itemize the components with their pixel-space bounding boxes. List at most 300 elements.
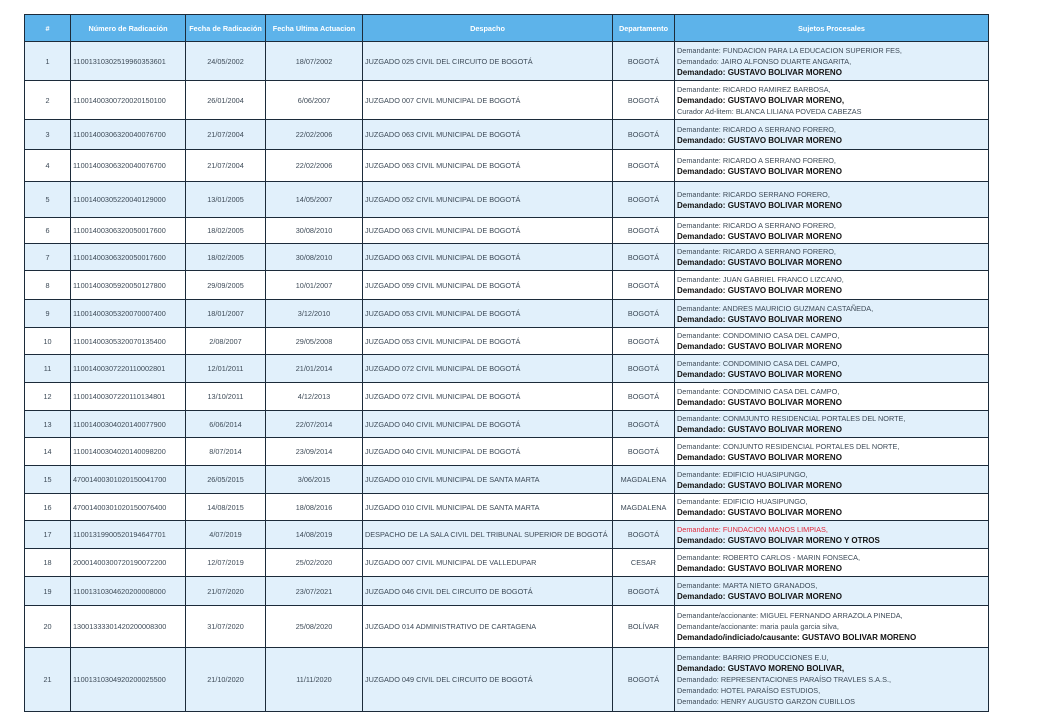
header-sujetos: Sujetos Procesales	[675, 15, 989, 42]
sujeto-line	[677, 358, 986, 369]
sujeto-line	[677, 341, 986, 352]
sujeto-name: maria paula garcia silva,	[760, 622, 839, 631]
fecha-ultima-cell: 25/02/2020	[266, 549, 363, 577]
table-row	[25, 494, 989, 521]
sujeto-line	[677, 314, 986, 325]
departamento-cell: BOGOTÁ	[613, 271, 675, 300]
header-fecha-ultima: Fecha Ultima Actuacion	[266, 15, 363, 42]
radicacion-cell: 11001310304620200008000	[71, 577, 186, 606]
radicacion-cell: 11001310302519960353601	[71, 42, 186, 81]
despacho-cell: JUZGADO 063 CIVIL MUNICIPAL DE BOGOTÁ	[363, 218, 613, 244]
radicacion-cell: 11001400307220110002801	[71, 355, 186, 383]
sujeto-name: GUSTAVO BOLIVAR MORENO	[727, 480, 842, 490]
sujeto-role: Curador Ad-litem:	[677, 106, 734, 116]
despacho-cell: JUZGADO 007 CIVIL MUNICIPAL DE VALLEDUPAR	[363, 549, 613, 577]
sujeto-line	[677, 441, 986, 452]
sujeto-name: GUSTAVO BOLIVAR MORENO	[727, 425, 842, 434]
departamento-cell: BOLÍVAR	[613, 606, 675, 648]
sujetos-cell	[675, 355, 989, 383]
fecha-ultima-cell: 3/06/2015	[266, 466, 363, 494]
fecha-ultima-cell: 22/07/2014	[266, 411, 363, 438]
sujetos-cell	[675, 549, 989, 577]
table-row	[25, 150, 989, 182]
sujeto-role: Demandado:	[677, 686, 719, 695]
table-row	[25, 244, 989, 271]
sujeto-role: Demandado/indiciado/causante:	[677, 633, 800, 642]
row-number: 4	[25, 150, 71, 182]
radicacion-cell: 11001400300720020150100	[71, 81, 186, 120]
departamento-cell: BOGOTÁ	[613, 328, 675, 355]
despacho-cell: JUZGADO 072 CIVIL MUNICIPAL DE BOGOTÁ	[363, 383, 613, 411]
sujeto-line	[677, 552, 986, 563]
sujeto-name: GUSTAVO BOLIVAR MORENO	[727, 508, 842, 517]
fecha-ultima-cell: 22/02/2006	[266, 120, 363, 150]
despacho-cell: JUZGADO 072 CIVIL MUNICIPAL DE BOGOTÁ	[363, 355, 613, 383]
radicacion-cell: 11001400304020140077900	[71, 411, 186, 438]
radicacion-cell: 11001400307220110134801	[71, 383, 186, 411]
sujeto-name: JAIRO ALFONSO DUARTE ANGARITA,	[720, 56, 852, 66]
sujetos-cell	[675, 81, 989, 120]
fecha-radicacion-cell: 13/10/2011	[186, 383, 266, 411]
sujetos-cell	[675, 383, 989, 411]
sujeto-role: Demandante:	[677, 552, 721, 562]
sujeto-line	[677, 189, 986, 200]
sujeto-role: Demandado:	[677, 67, 726, 77]
header-radicacion: Número de Radicación	[71, 15, 186, 42]
departamento-cell: BOGOTÁ	[613, 438, 675, 466]
sujeto-name: GUSTAVO BOLIVAR MORENO	[727, 592, 842, 601]
fecha-radicacion-cell: 6/06/2014	[186, 411, 266, 438]
sujeto-line	[677, 480, 986, 491]
sujeto-line	[677, 106, 986, 117]
despacho-cell: JUZGADO 052 CIVIL MUNICIPAL DE BOGOTÁ	[363, 182, 613, 218]
sujeto-line	[677, 84, 986, 95]
processes-table	[24, 14, 989, 712]
sujeto-role: Demandado:	[677, 56, 719, 66]
sujeto-name: CONDOMINIO CASA DEL CAMPO,	[722, 358, 840, 368]
row-number: 7	[25, 244, 71, 271]
sujeto-role: Demandado:	[677, 200, 726, 210]
sujeto-name: GUSTAVO BOLIVAR MORENO	[727, 231, 842, 241]
sujeto-name: GUSTAVO BOLIVAR MORENO	[727, 135, 842, 145]
row-number: 5	[25, 182, 71, 218]
row-number: 6	[25, 218, 71, 244]
sujeto-role: Demandado:	[677, 480, 726, 490]
sujeto-line	[677, 67, 986, 78]
row-number: 18	[25, 549, 71, 577]
table-header-row	[25, 15, 989, 42]
sujeto-role: Demandante:	[677, 331, 721, 340]
despacho-cell: JUZGADO 063 CIVIL MUNICIPAL DE BOGOTÁ	[363, 150, 613, 182]
departamento-cell: MAGDALENA	[613, 494, 675, 521]
radicacion-cell: 13001333301420200008300	[71, 606, 186, 648]
row-number: 13	[25, 411, 71, 438]
table-body	[25, 42, 989, 712]
sujeto-line	[677, 591, 986, 602]
sujeto-line	[677, 496, 986, 507]
fecha-radicacion-cell: 18/02/2005	[186, 218, 266, 244]
sujeto-role: Demandado:	[677, 95, 726, 105]
fecha-ultima-cell: 25/08/2020	[266, 606, 363, 648]
table-row	[25, 271, 989, 300]
sujeto-name: GUSTAVO BOLIVAR MORENO	[727, 258, 842, 267]
sujeto-name: GUSTAVO BOLIVAR MORENO	[801, 633, 917, 642]
fecha-ultima-cell: 22/02/2006	[266, 150, 363, 182]
sujetos-cell	[675, 218, 989, 244]
sujeto-name: GUSTAVO BOLIVAR MORENO	[727, 342, 842, 351]
table-row	[25, 120, 989, 150]
sujetos-cell	[675, 328, 989, 355]
sujetos-cell	[675, 438, 989, 466]
despacho-cell: JUZGADO 040 CIVIL MUNICIPAL DE BOGOTÁ	[363, 438, 613, 466]
sujetos-cell	[675, 577, 989, 606]
sujeto-name: HOTEL PARAÍSO ESTUDIOS,	[720, 686, 821, 695]
sujeto-name: REPRESENTACIONES PARAÍSO TRAVLES S.A.S.,	[720, 675, 892, 684]
departamento-cell: MAGDALENA	[613, 466, 675, 494]
sujeto-line	[677, 685, 986, 696]
sujeto-line	[677, 413, 986, 424]
sujetos-cell	[675, 271, 989, 300]
sujeto-line	[677, 663, 986, 674]
sujeto-name: HENRY AUGUSTO GARZON CUBILLOS	[720, 697, 856, 706]
fecha-radicacion-cell: 8/07/2014	[186, 438, 266, 466]
sujeto-role: Demandante:	[677, 653, 721, 662]
sujeto-line	[677, 696, 986, 707]
fecha-ultima-cell: 30/08/2010	[266, 218, 363, 244]
table-row	[25, 383, 989, 411]
sujeto-role: Demandado:	[677, 675, 719, 684]
row-number: 14	[25, 438, 71, 466]
sujeto-role: Demandante:	[677, 189, 721, 199]
sujeto-role: Demandante:	[677, 386, 721, 396]
sujeto-role: Demandado:	[677, 166, 726, 176]
sujeto-line	[677, 166, 986, 177]
radicacion-cell: 11001400306320040076700	[71, 150, 186, 182]
fecha-ultima-cell: 4/12/2013	[266, 383, 363, 411]
sujeto-role: Demandante:	[677, 469, 721, 479]
despacho-cell: JUZGADO 053 CIVIL MUNICIPAL DE BOGOTÁ	[363, 328, 613, 355]
sujeto-role: Demandante:	[677, 358, 721, 368]
table-row	[25, 355, 989, 383]
table-row	[25, 577, 989, 606]
sujeto-name: RICARDO A SERRANO FORERO,	[722, 220, 836, 230]
sujeto-line	[677, 369, 986, 380]
sujeto-name: BARRIO PRODUCCIONES E.U,	[722, 653, 829, 662]
table-row	[25, 182, 989, 218]
fecha-radicacion-cell: 21/07/2020	[186, 577, 266, 606]
sujeto-name: RICARDO A SERRANO FORERO,	[722, 247, 836, 256]
fecha-radicacion-cell: 12/07/2019	[186, 549, 266, 577]
sujeto-line	[677, 95, 986, 106]
fecha-radicacion-cell: 2/08/2007	[186, 328, 266, 355]
radicacion-cell: 47001400301020150041700	[71, 466, 186, 494]
fecha-radicacion-cell: 18/01/2007	[186, 300, 266, 328]
radicacion-cell: 11001400306320050017600	[71, 244, 186, 271]
sujeto-line	[677, 580, 986, 591]
sujeto-name: JUAN GABRIEL FRANCO LIZCANO,	[722, 275, 844, 284]
fecha-radicacion-cell: 29/09/2005	[186, 271, 266, 300]
row-number: 9	[25, 300, 71, 328]
fecha-ultima-cell: 21/01/2014	[266, 355, 363, 383]
sujeto-role: Demandante:	[677, 247, 721, 256]
sujeto-role: Demandante:	[677, 84, 721, 94]
sujeto-line	[677, 303, 986, 314]
sujetos-cell	[675, 521, 989, 549]
sujetos-cell	[675, 150, 989, 182]
row-number: 21	[25, 648, 71, 712]
despacho-cell: JUZGADO 014 ADMINISTRATIVO DE CARTAGENA	[363, 606, 613, 648]
despacho-cell: JUZGADO 010 CIVIL MUNICIPAL DE SANTA MARTA	[363, 494, 613, 521]
sujeto-name: FUNDACION MANOS LIMPIAS,	[722, 524, 828, 534]
sujeto-role: Demandante/accionante:	[677, 622, 759, 631]
row-number: 1	[25, 42, 71, 81]
sujeto-line	[677, 563, 986, 574]
departamento-cell: BOGOTÁ	[613, 648, 675, 712]
sujeto-line	[677, 397, 986, 408]
sujetos-cell	[675, 494, 989, 521]
sujeto-role: Demandante:	[677, 303, 721, 313]
fecha-ultima-cell: 29/05/2008	[266, 328, 363, 355]
radicacion-cell: 20001400300720190072200	[71, 549, 186, 577]
fecha-radicacion-cell: 18/02/2005	[186, 244, 266, 271]
row-number: 2	[25, 81, 71, 120]
table-row	[25, 411, 989, 438]
table-row	[25, 42, 989, 81]
despacho-cell: DESPACHO DE LA SALA CIVIL DEL TRIBUNAL SUPERIOR DE BOGOTÁ	[363, 521, 613, 549]
departamento-cell: BOGOTÁ	[613, 577, 675, 606]
row-number: 3	[25, 120, 71, 150]
departamento-cell: BOGOTÁ	[613, 383, 675, 411]
departamento-cell: BOGOTÁ	[613, 120, 675, 150]
sujeto-name: EDIFICIO HUASIPUNGO,	[722, 469, 808, 479]
departamento-cell: BOGOTÁ	[613, 521, 675, 549]
sujeto-role: Demandante:	[677, 124, 721, 134]
row-number: 8	[25, 271, 71, 300]
sujeto-line	[677, 535, 986, 546]
sujeto-role: Demandado:	[677, 563, 726, 573]
fecha-radicacion-cell: 26/01/2004	[186, 81, 266, 120]
fecha-ultima-cell: 6/06/2007	[266, 81, 363, 120]
sujeto-name: RICARDO A SERRANO FORERO,	[722, 124, 836, 134]
sujeto-name: GUSTAVO BOLIVAR MORENO	[727, 166, 842, 176]
sujeto-role: Demandado:	[677, 135, 726, 145]
fecha-ultima-cell: 23/07/2021	[266, 577, 363, 606]
sujeto-line	[677, 652, 986, 663]
sujeto-role: Demandante:	[677, 414, 721, 423]
sujeto-name: GUSTAVO BOLIVAR MORENO	[727, 452, 842, 462]
sujeto-name: GUSTAVO BOLIVAR MORENO Y OTROS	[727, 535, 880, 545]
sujetos-cell	[675, 182, 989, 218]
sujeto-role: Demandante:	[677, 220, 721, 230]
radicacion-cell: 11001400305920050127800	[71, 271, 186, 300]
sujeto-role: Demandante:	[677, 441, 721, 451]
sujeto-name: GUSTAVO BOLIVAR MORENO	[727, 314, 842, 324]
fecha-ultima-cell: 14/08/2019	[266, 521, 363, 549]
sujeto-name: CONMJUNTO RESIDENCIAL PORTALES DEL NORTE,	[722, 414, 906, 423]
departamento-cell: BOGOTÁ	[613, 150, 675, 182]
sujeto-role: Demandante:	[677, 524, 721, 534]
departamento-cell: BOGOTÁ	[613, 81, 675, 120]
sujeto-line	[677, 45, 986, 56]
sujeto-role: Demandado:	[677, 397, 726, 407]
row-number: 19	[25, 577, 71, 606]
sujetos-cell	[675, 606, 989, 648]
sujeto-role: Demandado:	[677, 697, 719, 706]
sujeto-name: RICARDO RAMIREZ BARBOSA,	[722, 84, 831, 94]
table-row	[25, 521, 989, 549]
sujeto-role: Demandante:	[677, 45, 721, 55]
radicacion-cell: 11001400305320070135400	[71, 328, 186, 355]
despacho-cell: JUZGADO 046 CIVIL DEL CIRCUITO DE BOGOTÁ	[363, 577, 613, 606]
row-number: 15	[25, 466, 71, 494]
sujeto-role: Demandado:	[677, 258, 726, 267]
sujeto-line	[677, 674, 986, 685]
sujeto-name: GUSTAVO BOLIVAR MORENO	[727, 397, 842, 407]
sujeto-role: Demandado:	[677, 508, 726, 517]
fecha-radicacion-cell: 21/10/2020	[186, 648, 266, 712]
fecha-radicacion-cell: 13/01/2005	[186, 182, 266, 218]
sujeto-name: GUSTAVO BOLIVAR MORENO	[727, 563, 842, 573]
fecha-ultima-cell: 10/01/2007	[266, 271, 363, 300]
departamento-cell: BOGOTÁ	[613, 244, 675, 271]
fecha-ultima-cell: 23/09/2014	[266, 438, 363, 466]
sujeto-name: GUSTAVO BOLIVAR MORENO	[727, 286, 842, 295]
radicacion-cell: 11001400306320040076700	[71, 120, 186, 150]
sujeto-line	[677, 285, 986, 296]
departamento-cell: BOGOTÁ	[613, 300, 675, 328]
header-number: #	[25, 15, 71, 42]
sujeto-line	[677, 56, 986, 67]
departamento-cell: BOGOTÁ	[613, 182, 675, 218]
sujeto-line	[677, 155, 986, 166]
sujeto-role: Demandado:	[677, 286, 726, 295]
sujeto-line	[677, 386, 986, 397]
radicacion-cell: 11001400306320050017600	[71, 218, 186, 244]
sujeto-role: Demandante:	[677, 155, 721, 165]
row-number: 16	[25, 494, 71, 521]
sujeto-name: GUSTAVO MORENO BOLIVAR,	[727, 664, 845, 673]
sujeto-name: BLANCA LILIANA POVEDA CABEZAS	[735, 106, 862, 116]
sujeto-line	[677, 257, 986, 268]
fecha-ultima-cell: 18/08/2016	[266, 494, 363, 521]
despacho-cell: JUZGADO 059 CIVIL MUNICIPAL DE BOGOTÁ	[363, 271, 613, 300]
table-row	[25, 606, 989, 648]
sujetos-cell	[675, 244, 989, 271]
sujeto-role: Demandado:	[677, 369, 726, 379]
sujeto-name: FUNDACION PARA LA EDUCACION SUPERIOR FES,	[722, 45, 902, 55]
despacho-cell: JUZGADO 040 CIVIL MUNICIPAL DE BOGOTÁ	[363, 411, 613, 438]
table-row	[25, 81, 989, 120]
sujeto-name: RICARDO A SERRANO FORERO,	[722, 155, 836, 165]
sujeto-name: GUSTAVO BOLIVAR MORENO	[727, 67, 842, 77]
fecha-radicacion-cell: 4/07/2019	[186, 521, 266, 549]
sujeto-role: Demandado:	[677, 314, 726, 324]
sujeto-name: ROBERTO CARLOS - MARIN FONSECA,	[722, 552, 861, 562]
sujeto-name: ANDRES MAURICIO GUZMAN CASTAÑEDA,	[722, 303, 874, 313]
fecha-ultima-cell: 14/05/2007	[266, 182, 363, 218]
table-row	[25, 648, 989, 712]
despacho-cell: JUZGADO 010 CIVIL MUNICIPAL DE SANTA MARTA	[363, 466, 613, 494]
fecha-ultima-cell: 18/07/2002	[266, 42, 363, 81]
sujeto-role: Demandado:	[677, 592, 726, 601]
sujeto-line	[677, 135, 986, 146]
row-number: 17	[25, 521, 71, 549]
sujeto-role: Demandado:	[677, 664, 726, 673]
sujeto-role: Demandante/accionante:	[677, 611, 759, 620]
sujeto-name: CONJUNTO RESIDENCIAL PORTALES DEL NORTE,	[722, 441, 900, 451]
fecha-ultima-cell: 30/08/2010	[266, 244, 363, 271]
sujetos-cell	[675, 466, 989, 494]
sujeto-line	[677, 507, 986, 518]
radicacion-cell: 11001400305220040129000	[71, 182, 186, 218]
sujeto-role: Demandado:	[677, 231, 726, 241]
sujeto-name: CONDOMINIO CASA DEL CAMPO,	[722, 331, 840, 340]
sujetos-cell	[675, 300, 989, 328]
sujeto-role: Demandante:	[677, 497, 721, 506]
radicacion-cell: 11001400305320070007400	[71, 300, 186, 328]
radicacion-cell: 11001319900520194647701	[71, 521, 186, 549]
sujeto-role: Demandante:	[677, 581, 721, 590]
row-number: 10	[25, 328, 71, 355]
sujeto-line	[677, 452, 986, 463]
sujeto-name: MARTA NIETO GRANADOS,	[722, 581, 818, 590]
sujeto-line	[677, 200, 986, 211]
fecha-radicacion-cell: 24/05/2002	[186, 42, 266, 81]
sujeto-role: Demandado:	[677, 535, 726, 545]
sujeto-role: Demandado:	[677, 425, 726, 434]
sujeto-line	[677, 246, 986, 257]
table-row	[25, 328, 989, 355]
header-departamento: Departamento	[613, 15, 675, 42]
radicacion-cell: 47001400301020150076400	[71, 494, 186, 521]
sujeto-name: GUSTAVO BOLIVAR MORENO	[727, 369, 842, 379]
despacho-cell: JUZGADO 053 CIVIL MUNICIPAL DE BOGOTÁ	[363, 300, 613, 328]
table-row	[25, 549, 989, 577]
sujetos-cell	[675, 411, 989, 438]
fecha-radicacion-cell: 21/07/2004	[186, 150, 266, 182]
sujetos-cell	[675, 120, 989, 150]
sujeto-line	[677, 621, 986, 632]
despacho-cell: JUZGADO 007 CIVIL MUNICIPAL DE BOGOTÁ	[363, 81, 613, 120]
header-fecha-radicacion: Fecha de Radicación	[186, 15, 266, 42]
fecha-radicacion-cell: 26/05/2015	[186, 466, 266, 494]
table-row	[25, 466, 989, 494]
sujeto-line	[677, 330, 986, 341]
despacho-cell: JUZGADO 063 CIVIL MUNICIPAL DE BOGOTÁ	[363, 120, 613, 150]
header-despacho: Despacho	[363, 15, 613, 42]
sujetos-cell	[675, 648, 989, 712]
row-number: 20	[25, 606, 71, 648]
fecha-radicacion-cell: 21/07/2004	[186, 120, 266, 150]
sujeto-line	[677, 524, 986, 535]
despacho-cell: JUZGADO 049 CIVIL DEL CIRCUITO DE BOGOTÁ	[363, 648, 613, 712]
table-row	[25, 438, 989, 466]
fecha-ultima-cell: 11/11/2020	[266, 648, 363, 712]
sujetos-cell	[675, 42, 989, 81]
sujeto-name: CONDOMINIO CASA DEL CAMPO,	[722, 386, 840, 396]
sujeto-name: EDIFICIO HUASIPUNGO,	[722, 497, 808, 506]
departamento-cell: BOGOTÁ	[613, 42, 675, 81]
departamento-cell: BOGOTÁ	[613, 355, 675, 383]
fecha-radicacion-cell: 12/01/2011	[186, 355, 266, 383]
sujeto-line	[677, 231, 986, 242]
sujeto-line	[677, 220, 986, 231]
sujeto-name: MIGUEL FERNANDO ARRAZOLA PINEDA,	[760, 611, 903, 620]
sujeto-role: Demandado:	[677, 342, 726, 351]
fecha-radicacion-cell: 14/08/2015	[186, 494, 266, 521]
despacho-cell: JUZGADO 063 CIVIL MUNICIPAL DE BOGOTÁ	[363, 244, 613, 271]
sujeto-name: RICARDO SERRANO FORERO,	[722, 189, 830, 199]
